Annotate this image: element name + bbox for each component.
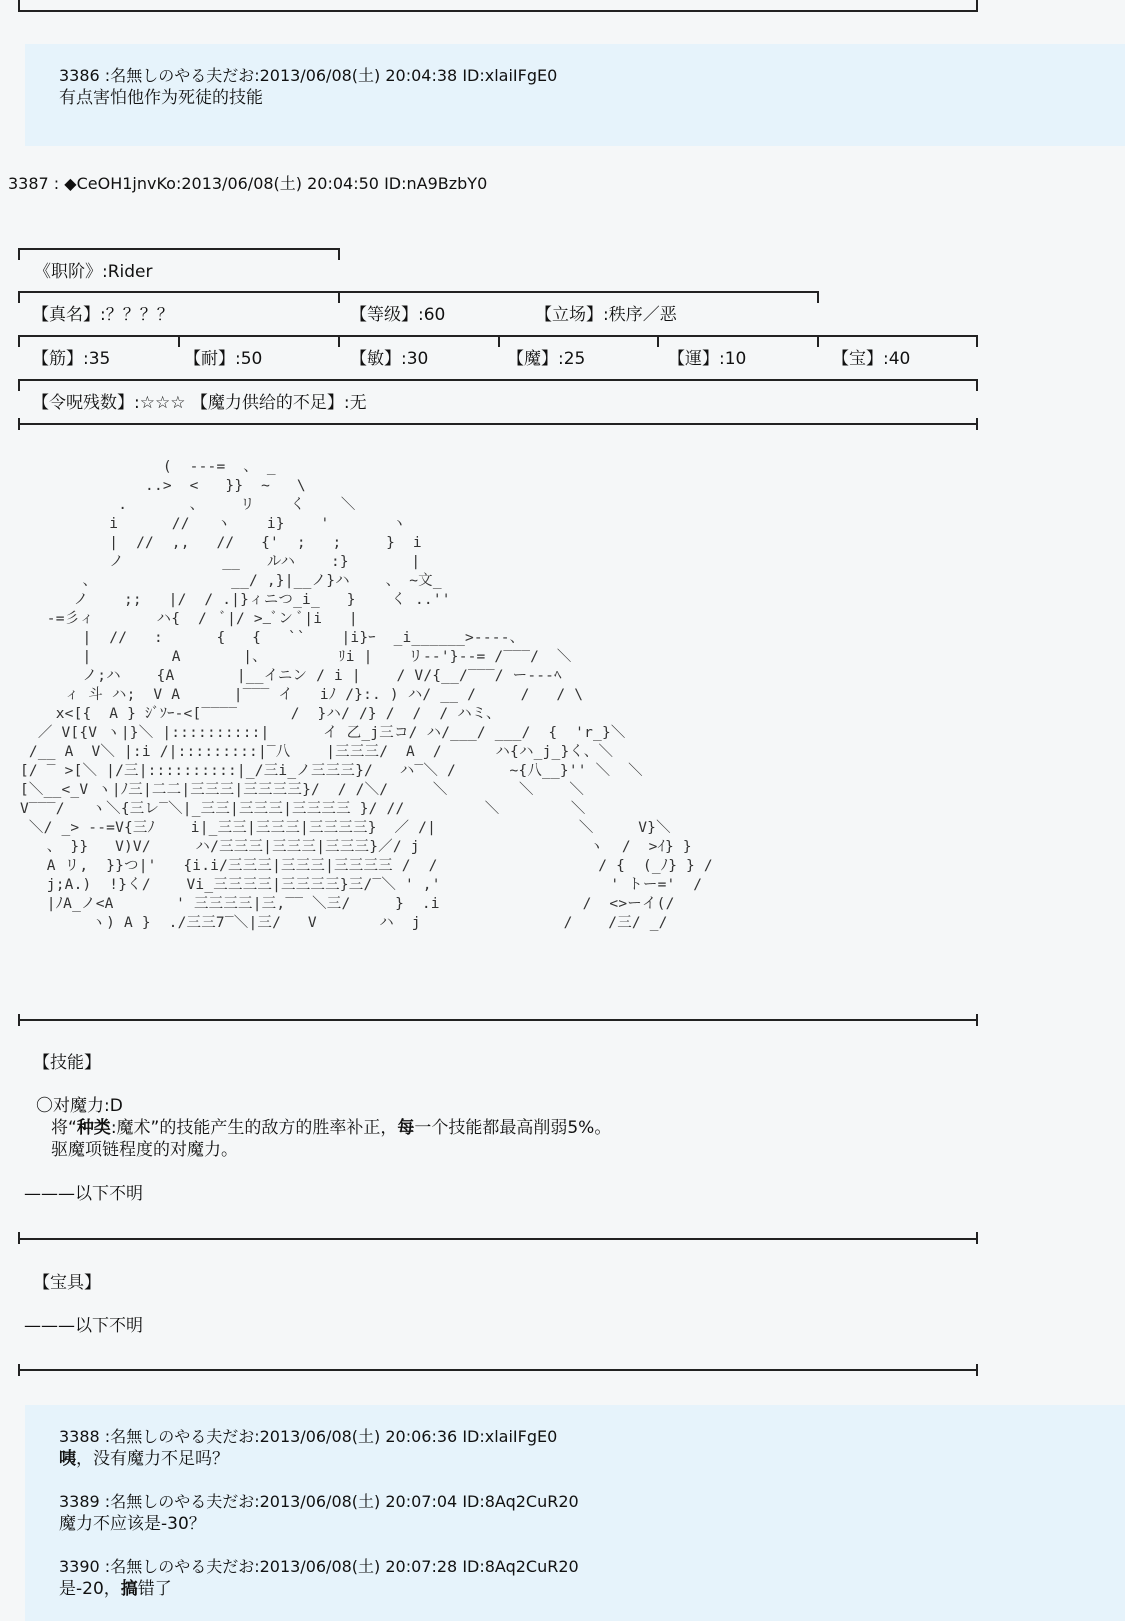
tick — [338, 335, 340, 347]
tick — [178, 335, 180, 347]
tick — [976, 1232, 978, 1244]
top-divider-tick-right — [976, 0, 978, 12]
stat-agility: 【敏】:30 — [350, 349, 429, 369]
reply-body: 魔力不应该是-30？ — [59, 1514, 206, 1534]
noble-phantasm-title: 【宝具】 — [33, 1273, 101, 1293]
status-bottom-rule — [18, 423, 978, 425]
class-label: 《职阶》:Rider — [34, 262, 153, 282]
np-bottom-rule — [18, 1369, 978, 1371]
reply-header: 3389 :名無しのやる夫だお:2013/06/08(土) 20:07:04 ID:8Aq2CuR20 — [59, 1492, 579, 1511]
tick — [18, 379, 20, 391]
tick — [976, 1364, 978, 1376]
name-row-top-rule — [18, 291, 819, 293]
level: 【等级】:60 — [350, 305, 446, 325]
reply-header: 3388 :名無しのやる夫だお:2013/06/08(土) 20:06:36 ID:xlaiIFgE0 — [59, 1427, 558, 1446]
tick — [18, 248, 20, 260]
stat-mana: 【魔】:25 — [507, 349, 586, 369]
reply-body-text: 是-20， — [59, 1579, 121, 1599]
tick — [18, 1232, 20, 1244]
top-divider — [18, 10, 978, 12]
tick — [338, 248, 340, 260]
tick — [976, 1014, 978, 1026]
skill-name: 〇对魔力:D — [36, 1096, 123, 1116]
stat-strength: 【筋】:35 — [32, 349, 111, 369]
tick — [18, 1364, 20, 1376]
skill-description-1 — [51, 1117, 611, 1139]
true-name: 【真名】:？？？？ — [32, 305, 174, 325]
skills-unknown: ———以下不明 — [24, 1184, 143, 1204]
reply-body — [59, 1448, 229, 1470]
skill-desc-part: 一个技能都最高削弱5%。 — [414, 1118, 612, 1138]
reply-body-text: 错了 — [137, 1579, 172, 1599]
tick — [976, 418, 978, 430]
reply-header: 3390 :名無しのやる夫だお:2013/06/08(土) 20:07:28 ID:8Aq2CuR20 — [59, 1557, 579, 1576]
skill-desc-bold: 每 — [397, 1118, 415, 1138]
skill-desc-part: 将“ — [51, 1118, 77, 1138]
tick — [18, 291, 20, 303]
skill-desc-part: :魔术”的技能产生的敌方的胜率补正， — [110, 1118, 398, 1138]
command-row-top-rule — [18, 379, 978, 381]
tick — [18, 418, 20, 430]
stat-noble-phantasm: 【宝】:40 — [832, 349, 911, 369]
reply-body-bold: 咦 — [59, 1449, 76, 1469]
tick — [817, 335, 819, 347]
tick — [657, 335, 659, 347]
tick — [976, 335, 978, 347]
ascii-art-character: ( ---= 、 _ ..> < }} ~ \ . 、 リ く ＼ i // ヽ i} ' ヽ | // ,, // {' ; ; } i ノ __ ルハ :} | 、 __/ ,}|__ノ}ハ 、 ~文_ ノ ;; |/ / .|}ィニつ_i_ } く ..'' -=彡ィ ハ{ / ﾞ|/ >_ﾞン ﾞ|i | | // : { { `` |i}ｰ _i______>----、 | A |、 ﾘi | リ-‐'}--= /‾‾‾/ ＼ ノ;ハ {A |__イニン / i | / V/{__/‾‾‾/ ー---ﾍ ィ 斗 ハ; V A |‾‾‾ イ iﾉ /}:. ) ハ/ __ / / / \ x<[{ A } ｼﾞｿｰ-<[‾‾‾‾ / }ハ/ /} / / / ハミ、 ／ V[{V ヽ|}＼ |::::::::::| イ 乙_j三コ/ ハ/___/ ___/ { 'r_}＼ /__ A V＼ |:i /|:::::::::|‾八 |三三三/ A / ハ{ハ_j_}く、＼ [/ ‾ >[＼ |/三|::::::::::|_/三i_ノ三三三}/ ハ‾＼ / ~{八__}'' ＼ ＼ [＼__<_V ヽ|ﾉ三|二二|三三三|三三三三}/ / /＼/ ＼ ＼ ＼ V‾‾‾/ ヽ＼{三レ‾＼|_三三|三三三|三三三三 }/ // ＼ ＼ ＼/ _> --=V{三ﾉ i|_三三|三三三|三三三三} ／ /| ＼ V}＼ 、 }} V)V/ ハ/三三三|三三三|三三三}／/ j ヽ / >ｲ} } A リ, }}つ|' {i.i/三三三|三三三|三三三三 / / / { (_ﾉ} } / j;A.) !}く/ Vi_三三三三|三三三三}三/‾＼ ' ,' ' トー=' / |ﾉA_ノ<A ' 三三三三|三,‾‾ ＼三/ } .i / <>ーイ(/ ヽ) A } ./三三7‾＼|三/ V ハ j / /三/ _/ — [20, 459, 713, 931]
skill-desc-bold: 种类 — [76, 1118, 111, 1138]
class-row-top-rule — [18, 248, 340, 250]
reply-body-bold: 搞 — [120, 1579, 138, 1599]
tick — [976, 379, 978, 391]
skills-bottom-rule — [18, 1238, 978, 1240]
reply-body — [59, 1578, 172, 1600]
skills-title: 【技能】 — [33, 1053, 101, 1073]
tick — [338, 291, 340, 303]
tick — [18, 1014, 20, 1026]
command-spells: 【令呪残数】:☆☆☆ 【魔力供给的不足】:无 — [32, 393, 367, 413]
tick — [817, 291, 819, 303]
stat-endurance: 【耐】:50 — [184, 349, 263, 369]
reply-body: 有点害怕他作为死徒的技能 — [59, 88, 263, 108]
skill-description-2: 驱魔项链程度的对魔力。 — [51, 1140, 238, 1160]
main-post-header: 3387 : ◆CeOH1jnvKo:2013/06/08(土) 20:04:50 ID:nA9BzbY0 — [8, 174, 488, 193]
tick — [498, 335, 500, 347]
tick — [18, 335, 20, 347]
noble-phantasm-unknown: ———以下不明 — [24, 1316, 143, 1336]
top-divider-tick-left — [18, 0, 20, 12]
art-bottom-rule — [18, 1019, 978, 1021]
reply-body-text: ，没有魔力不足吗？ — [76, 1449, 229, 1469]
reply-header: 3386 :名無しのやる夫だお:2013/06/08(土) 20:04:38 ID:xlaiIFgE0 — [59, 66, 558, 85]
alignment: 【立场】:秩序／恶 — [535, 305, 677, 325]
stat-luck: 【運】:10 — [668, 349, 747, 369]
